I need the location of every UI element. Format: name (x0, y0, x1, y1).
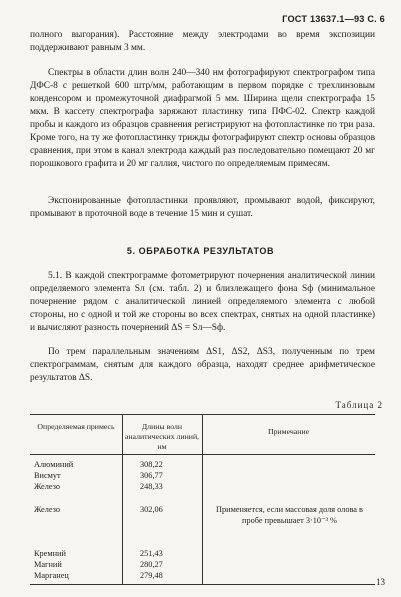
table-cell-impurity: Висмут (34, 471, 61, 480)
table-cell-note: Применяется, если массовая доля олова в пробе превышает 3·10⁻³ % (216, 505, 363, 525)
table-cell-wavelength: 248,33 (140, 482, 163, 491)
table-cell-wavelength: 308,22 (140, 460, 163, 469)
table-cell-impurity: Марганец (34, 571, 69, 580)
table-header-wavelength: Длины волн аналитических линий, нм (124, 422, 200, 451)
table-cell-impurity: Кремний (34, 549, 66, 558)
table-cell-wavelength: 279,48 (140, 571, 163, 580)
table-cell-impurity: Железо (34, 505, 60, 514)
table-cell-impurity: Алюминий (34, 460, 74, 469)
table-column-divider (202, 414, 203, 584)
table-header-impurity: Определяемая примесь (37, 422, 115, 431)
table-bottom-rule (30, 584, 375, 585)
paragraph-photometry: 5.1. В каждой спектрограмме фотометрируют почернения аналитической линии определяемого элемента Sл (см. табл. 2) и близлежащего фона Sф (минимальное почернение рядом с аналитической линией определяемого элемента с любой стороны, но с одной и той же стороны во всех спектрах, снятых на одной пластинке) и вычисляют разность почернений ΔS = Sл—Sф. (30, 271, 375, 333)
paragraph-spectra-recording: Спектры в области длин волн 240—340 нм фотографируют спектрографом типа ДФС-8 с решеткой 600 штр/мм, работающим в первом порядке с трехлинзовым конденсором и промежуточной диафрагмой 5 мм. Ширина щели спектрографа 15 мкм. В кассету спектрографа заряжают пластинку типа ПФС-02. Спектр каждой пробы и каждого из образцов сравнения регистрируют на фотопластинке по три раза. Кроме того, на ту же фотопластинку трижды фотографируют спектр основы образцов сравнения, при этом в канал электрода каждый раз последовательно помещают 20 мг порошкового графита и 20 мг галлия, чистого по определяемым примесям. (30, 68, 375, 169)
paragraph-electrode-distance: полного выгорания). Расстояние между электродами во время экспозиции поддерживают равным 3 мм. (30, 30, 375, 53)
table-cell-wavelength: 302,06 (140, 505, 163, 514)
paragraph-average: По трем параллельным значениям ΔS1, ΔS2, ΔS3, полученным по трем спектрограммам, снятым для каждого образца, находят среднее арифметическое результатов ΔS. (30, 347, 375, 383)
paragraph-plate-development: Экспонированные фотопластинки проявляют, промывают водой, фиксируют, промывают в проточной воде в течение 15 мин и сушат. (30, 196, 375, 219)
page-number: 13 (376, 577, 385, 587)
page-header: ГОСТ 13637.1—93 С. 6 (282, 14, 385, 24)
table-cell-impurity: Железо (34, 482, 60, 491)
table-header-note: Примечание (267, 427, 310, 436)
table-cell-wavelength: 306,77 (140, 471, 163, 480)
section-title: 5. ОБРАБОТКА РЕЗУЛЬТАТОВ (126, 246, 275, 256)
table-cell-wavelength: 280,27 (140, 560, 163, 569)
table-caption: Таблица 2 (335, 400, 383, 410)
table-cell-impurity: Магний (34, 560, 62, 569)
table-cell-wavelength: 251,43 (140, 549, 163, 558)
